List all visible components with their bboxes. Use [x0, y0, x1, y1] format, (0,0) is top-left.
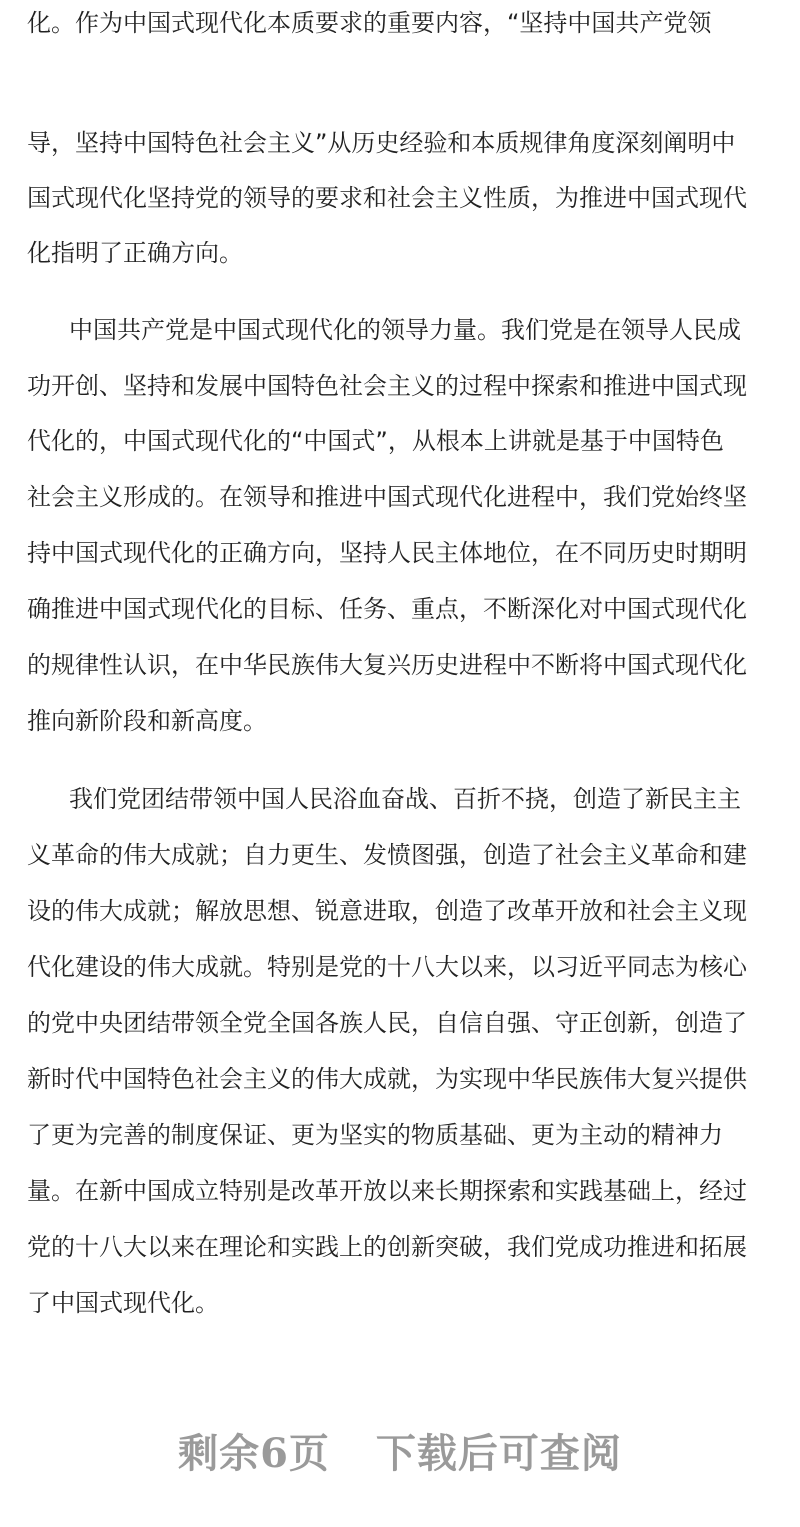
text-line: 国式现代化坚持党的领导的要求和社会主义性质，为推进中国式现代 — [27, 184, 747, 212]
remaining-pages-text: 剩余6页 — [178, 1429, 330, 1477]
text-line: 功开创、坚持和发展中国特色社会主义的过程中探索和推进中国式现 — [27, 372, 747, 400]
text-line: 代化建设的伟大成就。特别是党的十八大以来，以习近平同志为核心 — [27, 953, 747, 981]
text-line: 了中国式现代化。 — [27, 1289, 219, 1317]
download-banner[interactable] — [0, 1422, 800, 1478]
paragraph-first-line: 我们党团结带领中国人民浴血奋战、百折不挠，创造了新民主主 — [69, 785, 741, 813]
text-line: 的党中央团结带领全党全国各族人民，自信自强、守正创新，创造了 — [27, 1009, 747, 1037]
text-line: 导，坚持中国特色社会主义”从历史经验和本质规律角度深刻阐明中 — [27, 129, 736, 157]
text-line: 设的伟大成就；解放思想、锐意进取，创造了改革开放和社会主义现 — [27, 897, 747, 925]
text-line: 量。在新中国成立特别是改革开放以来长期探索和实践基础上，经过 — [27, 1177, 747, 1205]
text-line: 化。作为中国式现代化本质要求的重要内容，“坚持中国共产党领 — [27, 9, 712, 37]
paragraph-first-line: 中国共产党是中国式现代化的领导力量。我们党是在领导人民成 — [69, 316, 741, 344]
text-line: 了更为完善的制度保证、更为坚实的物质基础、更为主动的精神力 — [27, 1121, 723, 1149]
text-line: 的规律性认识，在中华民族伟大复兴历史进程中不断将中国式现代化 — [27, 651, 747, 679]
text-line: 社会主义形成的。在领导和推进中国式现代化进程中，我们党始终坚 — [27, 483, 747, 511]
text-line: 持中国式现代化的正确方向，坚持人民主体地位，在不同历史时期明 — [27, 539, 747, 567]
text-line: 确推进中国式现代化的目标、任务、重点，不断深化对中国式现代化 — [27, 595, 747, 623]
text-line: 推向新阶段和新高度。 — [27, 707, 267, 735]
download-to-view-text: 下载后可查阅 — [375, 1429, 622, 1477]
text-line: 化指明了正确方向。 — [27, 239, 243, 267]
text-line: 新时代中国特色社会主义的伟大成就，为实现中华民族伟大复兴提供 — [27, 1065, 747, 1093]
text-line: 党的十八大以来在理论和实践上的创新突破，我们党成功推进和拓展 — [27, 1233, 747, 1261]
text-line: 义革命的伟大成就；自力更生、发愤图强，创造了社会主义革命和建 — [27, 841, 747, 869]
text-line: 代化的，中国式现代化的“中国式”，从根本上讲就是基于中国特色 — [27, 427, 724, 455]
